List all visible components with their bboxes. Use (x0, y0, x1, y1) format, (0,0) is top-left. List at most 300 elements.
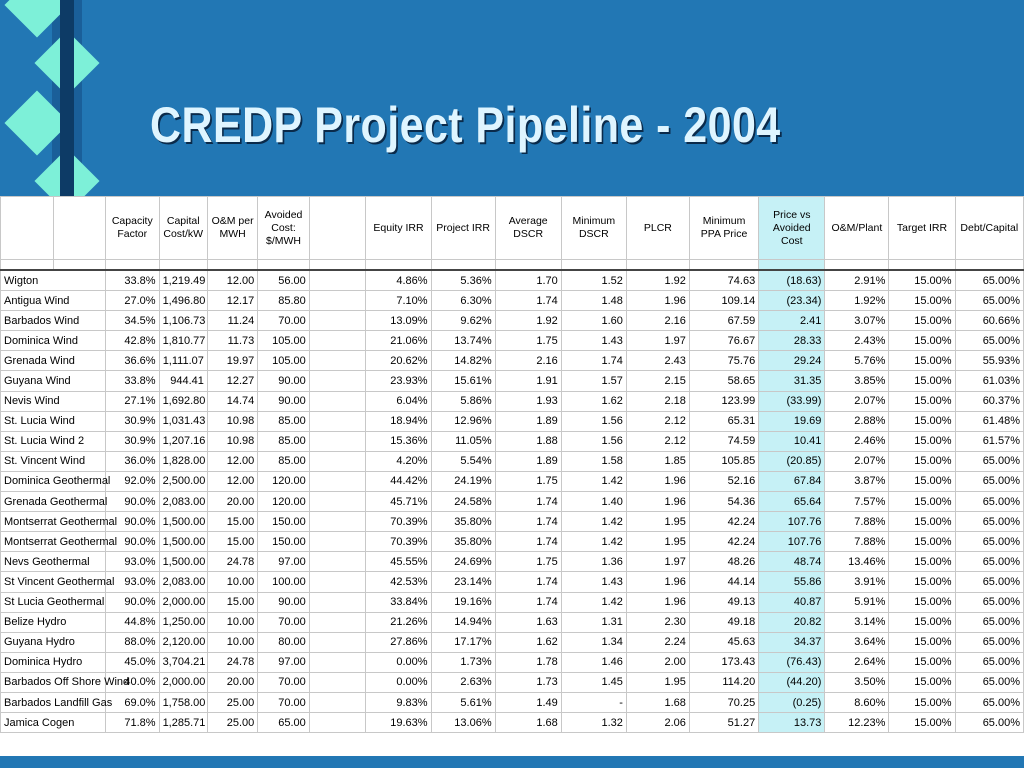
table-cell: 25.00 (207, 713, 257, 733)
column-header: Capacity Factor (106, 197, 160, 260)
table-cell: 24.69% (431, 552, 495, 572)
table-cell: 5.86% (431, 391, 495, 411)
table-cell: 70.39% (366, 532, 431, 552)
table-cell: 42.8% (106, 331, 160, 351)
table-cell: 6.04% (366, 391, 431, 411)
table-cell: 44.42% (366, 471, 431, 491)
table-cell: 19.16% (431, 592, 495, 612)
table-row (1, 552, 1024, 572)
table-cell: 1.73 (495, 672, 561, 692)
table-cell: 12.96% (431, 411, 495, 431)
table-cell: 5.76% (825, 351, 889, 371)
table-cell: 65.00% (955, 672, 1023, 692)
table-cell: 31.35 (759, 371, 825, 391)
table-cell: 88.0% (106, 632, 160, 652)
table-cell: 55.93% (955, 351, 1023, 371)
table-cell: 3.87% (825, 471, 889, 491)
table-cell: 150.00 (258, 512, 309, 532)
table-cell: 1.91 (495, 371, 561, 391)
table-cell: 1.43 (561, 331, 626, 351)
table-cell: 21.06% (366, 331, 431, 351)
table-cell: 10.98 (207, 411, 257, 431)
table-cell: 65.64 (759, 492, 825, 512)
table-cell: 1.74 (495, 572, 561, 592)
table-cell: 24.58% (431, 492, 495, 512)
table-cell: 65.00% (955, 270, 1023, 291)
column-header: Average DSCR (495, 197, 561, 260)
table-row (1, 592, 1024, 612)
table-cell: 10.00 (207, 612, 257, 632)
table-cell: 15.00% (889, 632, 955, 652)
table-cell: 1.42 (561, 512, 626, 532)
divider-cell (825, 260, 889, 271)
table-row (1, 371, 1024, 391)
table-cell: 1.68 (495, 713, 561, 733)
table-cell: 1,500.00 (159, 532, 207, 552)
table-cell: 9.83% (366, 692, 431, 712)
table-cell: 15.00% (889, 411, 955, 431)
project-name-cell: Barbados Landfill Gas (1, 692, 106, 712)
column-header (309, 197, 366, 260)
table-cell: 1.92% (825, 291, 889, 311)
table-cell: 15.36% (366, 431, 431, 451)
column-header: O&M/Plant (825, 197, 889, 260)
project-name-cell: St. Vincent Wind (1, 451, 106, 471)
table-cell: 944.41 (159, 371, 207, 391)
table-cell: 100.00 (258, 572, 309, 592)
table-cell: 1.56 (561, 431, 626, 451)
table-cell: 2.24 (626, 632, 689, 652)
project-name-cell: Barbados Off Shore Wind (1, 672, 106, 692)
divider-cell (309, 260, 366, 271)
table-row (1, 431, 1024, 451)
table-cell: 1.96 (626, 471, 689, 491)
table-cell: 1.42 (561, 532, 626, 552)
table-cell: 1,207.16 (159, 431, 207, 451)
project-name-cell: Grenada Wind (1, 351, 106, 371)
table-cell (309, 512, 366, 532)
table-cell: 52.16 (689, 471, 758, 491)
table-cell: 19.63% (366, 713, 431, 733)
project-name-cell: St Lucia Geothermal (1, 592, 106, 612)
project-name-cell: Wigton (1, 270, 106, 291)
project-name-cell: Guyana Hydro (1, 632, 106, 652)
table-cell: 93.0% (106, 572, 160, 592)
table-cell: 1.31 (561, 612, 626, 632)
table-cell: 65.00% (955, 331, 1023, 351)
table-cell (309, 331, 366, 351)
column-header: Project IRR (431, 197, 495, 260)
table-cell: 12.00 (207, 451, 257, 471)
divider-cell (1, 260, 54, 271)
column-header: Minimum DSCR (561, 197, 626, 260)
table-cell: 1.32 (561, 713, 626, 733)
table-cell: 42.24 (689, 532, 758, 552)
table-row (1, 270, 1024, 291)
table-cell: 1,285.71 (159, 713, 207, 733)
divider-cell (759, 260, 825, 271)
table-cell: 33.84% (366, 592, 431, 612)
divider-cell (366, 260, 431, 271)
table-cell: 15.00% (889, 291, 955, 311)
table-cell (309, 371, 366, 391)
table-cell: 13.09% (366, 311, 431, 331)
table-cell: 3,704.21 (159, 652, 207, 672)
column-header: Target IRR (889, 197, 955, 260)
table-cell: 42.24 (689, 512, 758, 532)
table-cell: 1.70 (495, 270, 561, 291)
table-cell: 67.59 (689, 311, 758, 331)
project-name-cell: Barbados Wind (1, 311, 106, 331)
table-cell: 24.78 (207, 552, 257, 572)
table-cell (309, 713, 366, 733)
table-cell: 1,500.00 (159, 512, 207, 532)
table-cell: 45.0% (106, 652, 160, 672)
table-cell: 2.12 (626, 411, 689, 431)
table-cell: 8.60% (825, 692, 889, 712)
table-cell: 11.05% (431, 431, 495, 451)
slide-title: CREDP Project Pipeline - 2004 (150, 97, 781, 153)
project-name-cell: Dominica Wind (1, 331, 106, 351)
table-cell: 45.63 (689, 632, 758, 652)
table-cell: 70.00 (258, 311, 309, 331)
table-cell: 105.00 (258, 331, 309, 351)
table-cell (309, 351, 366, 371)
table-cell: 97.00 (258, 652, 309, 672)
table-cell: 2,500.00 (159, 471, 207, 491)
table-cell (309, 572, 366, 592)
table-cell: 35.80% (431, 512, 495, 532)
table-cell: 1.88 (495, 431, 561, 451)
table-cell: 1.62 (561, 391, 626, 411)
table-cell: 15.00% (889, 552, 955, 572)
table-cell: 65.00% (955, 492, 1023, 512)
divider-cell (689, 260, 758, 271)
table-cell: 36.6% (106, 351, 160, 371)
table-cell: 85.00 (258, 411, 309, 431)
column-header: Price vs Avoided Cost (759, 197, 825, 260)
table-cell: 24.78 (207, 652, 257, 672)
table-cell: 65.00% (955, 592, 1023, 612)
table-cell: 150.00 (258, 532, 309, 552)
table-cell: 74.63 (689, 270, 758, 291)
table-row (1, 331, 1024, 351)
table-cell: 2.63% (431, 672, 495, 692)
table-cell: 76.67 (689, 331, 758, 351)
table-cell: 1,828.00 (159, 451, 207, 471)
table-cell: 90.0% (106, 592, 160, 612)
table-cell: 15.00% (889, 311, 955, 331)
table-cell: 48.74 (759, 552, 825, 572)
table-cell (309, 592, 366, 612)
table-cell: 45.71% (366, 492, 431, 512)
column-header: Debt/Capital (955, 197, 1023, 260)
table-cell: 1.97 (626, 552, 689, 572)
table-cell: 40.0% (106, 672, 160, 692)
table-cell: 48.26 (689, 552, 758, 572)
table-cell: 10.00 (207, 572, 257, 592)
table-cell: (33.99) (759, 391, 825, 411)
table-cell: 19.69 (759, 411, 825, 431)
table-cell (309, 672, 366, 692)
table-cell (309, 431, 366, 451)
table-cell: 30.9% (106, 431, 160, 451)
project-name-cell: Antigua Wind (1, 291, 106, 311)
table-cell: 15.00% (889, 471, 955, 491)
table-cell: 2,083.00 (159, 492, 207, 512)
table-cell: 65.00% (955, 471, 1023, 491)
table-cell: 1,500.00 (159, 552, 207, 572)
table-cell: 61.03% (955, 371, 1023, 391)
divider-cell (159, 260, 207, 271)
table-cell: 54.36 (689, 492, 758, 512)
column-header: Equity IRR (366, 197, 431, 260)
table-cell: 14.74 (207, 391, 257, 411)
table-cell: 34.37 (759, 632, 825, 652)
table-cell: 15.00% (889, 391, 955, 411)
table-cell: 7.88% (825, 532, 889, 552)
table-body (1, 270, 1024, 733)
table-row (1, 612, 1024, 632)
table-cell: 74.59 (689, 431, 758, 451)
table-cell: 60.37% (955, 391, 1023, 411)
table-cell: 24.19% (431, 471, 495, 491)
table-cell: 3.64% (825, 632, 889, 652)
table-cell: 20.00 (207, 672, 257, 692)
table-cell: 1.40 (561, 492, 626, 512)
table-cell: 1.96 (626, 492, 689, 512)
table-cell: 65.00% (955, 652, 1023, 672)
table-cell: 3.14% (825, 612, 889, 632)
table-cell: 1.60 (561, 311, 626, 331)
table-cell: 92.0% (106, 471, 160, 491)
project-name-cell: Dominica Geothermal (1, 471, 106, 491)
table-cell: 15.00% (889, 572, 955, 592)
table-cell: 14.82% (431, 351, 495, 371)
table-cell: 65.00% (955, 572, 1023, 592)
table-cell: 15.00% (889, 451, 955, 471)
table-cell: 1.85 (626, 451, 689, 471)
table-cell: 7.57% (825, 492, 889, 512)
table-cell: 1.74 (495, 532, 561, 552)
table-cell: 15.00 (207, 512, 257, 532)
table-cell: 1,219.49 (159, 270, 207, 291)
table-cell: 70.25 (689, 692, 758, 712)
table-cell: 90.00 (258, 592, 309, 612)
table-cell: 2.43% (825, 331, 889, 351)
table-cell: 56.00 (258, 270, 309, 291)
table-cell (309, 471, 366, 491)
table-cell: 42.53% (366, 572, 431, 592)
table-cell (309, 532, 366, 552)
table-cell: 15.00 (207, 532, 257, 552)
table-cell: 1.75 (495, 331, 561, 351)
table-cell: 70.39% (366, 512, 431, 532)
table-cell: 40.87 (759, 592, 825, 612)
pipeline-table (0, 196, 1024, 733)
table-cell: 1.74 (495, 492, 561, 512)
table-cell: 12.17 (207, 291, 257, 311)
table-cell: 15.00% (889, 592, 955, 612)
table-cell: 65.00% (955, 632, 1023, 652)
table-row (1, 652, 1024, 672)
table-cell (309, 492, 366, 512)
table-cell: 1.58 (561, 451, 626, 471)
table-cell: 2.18 (626, 391, 689, 411)
table-cell: 1.97 (626, 331, 689, 351)
table-cell: 85.00 (258, 431, 309, 451)
project-name-cell: St Vincent Geothermal (1, 572, 106, 592)
table-cell: 1.74 (495, 291, 561, 311)
table-cell: 21.26% (366, 612, 431, 632)
table-cell: 2.46% (825, 431, 889, 451)
table-cell: 1.73% (431, 652, 495, 672)
table-cell: 15.00% (889, 371, 955, 391)
table-cell: 49.13 (689, 592, 758, 612)
table-cell: 85.80 (258, 291, 309, 311)
table-cell: 173.43 (689, 652, 758, 672)
table-cell: 1.95 (626, 512, 689, 532)
table-cell: 2.00 (626, 652, 689, 672)
table-cell: 65.00% (955, 552, 1023, 572)
table-cell: - (561, 692, 626, 712)
table-cell: 0.00% (366, 652, 431, 672)
table-cell: 1.74 (495, 592, 561, 612)
table-cell: 2.12 (626, 431, 689, 451)
table-cell: 15.00% (889, 672, 955, 692)
table-cell: 1.95 (626, 532, 689, 552)
project-name-cell: Belize Hydro (1, 612, 106, 632)
table-cell: 2.07% (825, 391, 889, 411)
table-cell: 1,496.80 (159, 291, 207, 311)
table-cell: 65.00% (955, 451, 1023, 471)
table-cell: 27.1% (106, 391, 160, 411)
table-cell: 15.00% (889, 532, 955, 552)
table-cell: 2,120.00 (159, 632, 207, 652)
table-row (1, 411, 1024, 431)
table-cell: 105.00 (258, 351, 309, 371)
table-cell: 12.00 (207, 471, 257, 491)
table-cell: 13.74% (431, 331, 495, 351)
table-cell: 15.00% (889, 652, 955, 672)
divider-cell (106, 260, 160, 271)
column-header (1, 197, 54, 260)
table-cell: 10.00 (207, 632, 257, 652)
table-cell: (18.63) (759, 270, 825, 291)
table-cell: 2,083.00 (159, 572, 207, 592)
table-cell: 1.89 (495, 411, 561, 431)
table-cell: 97.00 (258, 552, 309, 572)
table-cell: 1.89 (495, 451, 561, 471)
table-cell: 109.14 (689, 291, 758, 311)
table-cell: 7.88% (825, 512, 889, 532)
table-cell: 19.97 (207, 351, 257, 371)
table-cell: 3.85% (825, 371, 889, 391)
table-cell: 67.84 (759, 471, 825, 491)
table-cell (309, 451, 366, 471)
table-cell: 5.91% (825, 592, 889, 612)
project-name-cell: Grenada Geothermal (1, 492, 106, 512)
table-cell: 9.62% (431, 311, 495, 331)
table-cell: 12.27 (207, 371, 257, 391)
table-cell: 1.46 (561, 652, 626, 672)
table-cell: 65.00 (258, 713, 309, 733)
table-cell: 1.96 (626, 592, 689, 612)
table-row (1, 351, 1024, 371)
table-cell (309, 270, 366, 291)
table-row (1, 713, 1024, 733)
table-cell (309, 612, 366, 632)
table-cell: 12.00 (207, 270, 257, 291)
table-cell: (76.43) (759, 652, 825, 672)
table-cell: 4.86% (366, 270, 431, 291)
table-row (1, 532, 1024, 552)
table-row (1, 672, 1024, 692)
table-cell: 114.20 (689, 672, 758, 692)
header-divider (1, 260, 1024, 271)
table-cell: 1,106.73 (159, 311, 207, 331)
table-row (1, 692, 1024, 712)
table-cell: 107.76 (759, 532, 825, 552)
table-cell: 93.0% (106, 552, 160, 572)
table-cell: 3.50% (825, 672, 889, 692)
table-cell: 1.78 (495, 652, 561, 672)
table-cell: 2,000.00 (159, 672, 207, 692)
table-cell (309, 652, 366, 672)
table-row (1, 291, 1024, 311)
table-cell: 65.00% (955, 532, 1023, 552)
table-cell: 2.16 (495, 351, 561, 371)
table-cell: 70.00 (258, 612, 309, 632)
table-cell (309, 632, 366, 652)
project-name-cell: Guyana Wind (1, 371, 106, 391)
table-cell: 15.00% (889, 512, 955, 532)
table-cell: 58.65 (689, 371, 758, 391)
table-row (1, 512, 1024, 532)
table-cell: 1,692.80 (159, 391, 207, 411)
table-cell: 1.57 (561, 371, 626, 391)
table-cell: 23.93% (366, 371, 431, 391)
table-cell (309, 552, 366, 572)
table-cell: 35.80% (431, 532, 495, 552)
table-cell: 11.24 (207, 311, 257, 331)
table-cell: 107.76 (759, 512, 825, 532)
table-cell: 120.00 (258, 492, 309, 512)
column-header (53, 197, 106, 260)
table-cell: 3.07% (825, 311, 889, 331)
table-cell: 5.54% (431, 451, 495, 471)
table-cell: 60.66% (955, 311, 1023, 331)
table-cell: 2.64% (825, 652, 889, 672)
table-cell: 69.0% (106, 692, 160, 712)
divider-cell (889, 260, 955, 271)
table-cell: 1.48 (561, 291, 626, 311)
table-cell: 61.48% (955, 411, 1023, 431)
table-cell: (23.34) (759, 291, 825, 311)
table-cell: 2.43 (626, 351, 689, 371)
table-cell: 1.92 (495, 311, 561, 331)
table-cell: 49.18 (689, 612, 758, 632)
table-cell: 1.96 (626, 291, 689, 311)
table-row (1, 471, 1024, 491)
project-name-cell: St. Lucia Wind 2 (1, 431, 106, 451)
table-cell: 2.88% (825, 411, 889, 431)
table-cell: 2.06 (626, 713, 689, 733)
table-cell: 80.00 (258, 632, 309, 652)
table-cell: 15.00% (889, 351, 955, 371)
table-cell: 33.8% (106, 270, 160, 291)
table-cell: 2,000.00 (159, 592, 207, 612)
